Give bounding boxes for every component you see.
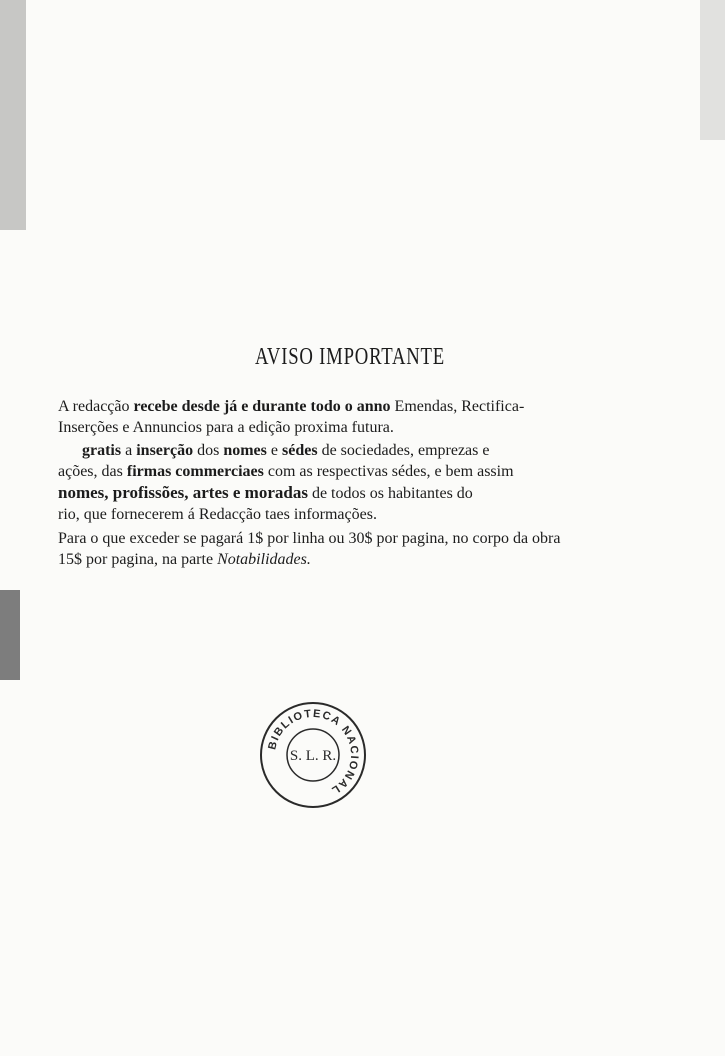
- text-run: ações, das: [58, 463, 127, 480]
- paragraph-1: [58, 396, 666, 438]
- text-run: com as respectivas sédes, e bem assim: [263, 463, 514, 480]
- page-title: AVISO IMPORTANTE: [255, 344, 445, 370]
- paragraph-2-line-1: [58, 440, 666, 461]
- text-run: A redacção: [58, 398, 134, 415]
- bold-run: firmas commerciaes: [126, 463, 264, 480]
- bold-run: recebe desde já e durante todo o anno: [133, 398, 391, 415]
- paragraph-3-line-1: Para o que exceder se pagará 1$ por linha ou 30$ por pagina, no corpo da obra: [58, 530, 561, 547]
- paragraph-2-line-4: rio, que fornecerem á Redacção taes informações.: [58, 506, 377, 523]
- text-run: a: [121, 442, 137, 459]
- text-run: dos: [193, 442, 224, 459]
- bold-run: nomes: [223, 442, 267, 459]
- text-run: de sociedades, emprezas e: [317, 442, 490, 459]
- text-run: 15$ por pagina, na parte: [58, 551, 218, 568]
- stamp-center-text: S. L. R.: [289, 748, 337, 764]
- text-run: Emendas, Rectifica-: [390, 398, 525, 415]
- paragraph-1-line-2: Inserções e Annuncios para a edição proxima futura.: [58, 419, 394, 436]
- paragraph-2-line-3: [58, 482, 666, 504]
- right-edge-stain: [700, 0, 725, 140]
- paragraph-2-line-2: [58, 461, 666, 482]
- bold-run: sédes: [282, 442, 318, 459]
- text-run: de todos os habitantes do: [307, 485, 473, 502]
- italic-run: Notabilidades.: [217, 551, 311, 568]
- paragraph-2: [58, 440, 666, 525]
- text-run: e: [266, 442, 282, 459]
- paragraph-1-line-1: [58, 396, 666, 417]
- stamp-ring-textpath: BIBLIOTECA NACIONAL: [266, 707, 361, 797]
- left-edge-stain: [0, 0, 26, 230]
- paragraph-3-line-2: [58, 549, 666, 570]
- bold-run: nomes, profissões, artes e moradas: [58, 483, 308, 502]
- library-stamp: [258, 700, 368, 810]
- bold-run: inserção: [136, 442, 194, 459]
- paragraph-3: [58, 528, 666, 570]
- left-edge-stain: [0, 590, 20, 680]
- bold-run: gratis: [82, 442, 122, 459]
